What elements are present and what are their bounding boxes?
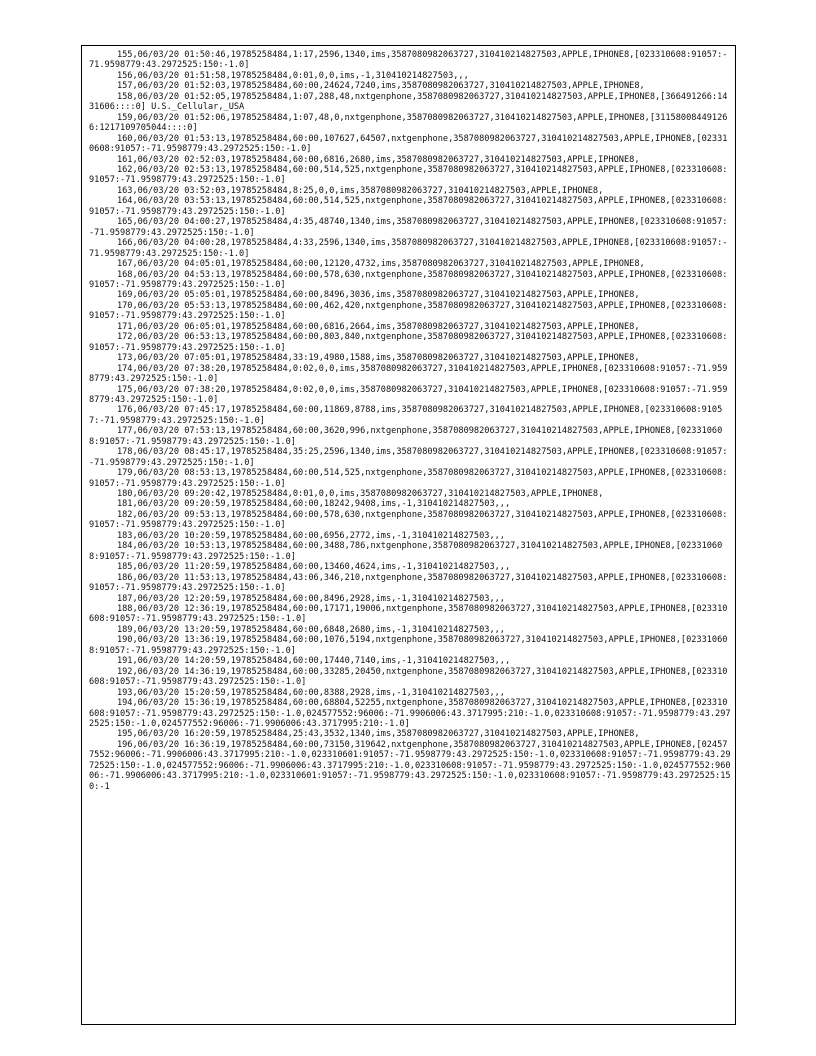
record-line: 156,06/03/20 01:51:58,19785258484,0:01,0,0,ims,-1,310410214827503,,, — [116, 70, 469, 81]
record-line: 166,06/03/20 04:00:28,19785258484,4:33,2596,1340,ims,3587080982063727,310410214827503,APPLE,IPHONE8,[023310608:91057:-71.9598779:43.2972525:150:-1.0] — [89, 238, 728, 259]
record-line: 185,06/03/20 11:20:59,19785258484,60:00,13460,4624,ims,-1,310410214827503,,, — [116, 562, 511, 573]
record-line: 189,06/03/20 13:20:59,19785258484,60:00,6848,2680,ims,-1,310410214827503,,, — [116, 624, 505, 635]
record-line: 191,06/03/20 14:20:59,19785258484,60:00,17440,7140,ims,-1,310410214827503,,, — [116, 656, 511, 667]
record-line: 180,06/03/20 09:20:42,19785258484,0:01,0,0,ims,3587080982063727,310410214827503,APPLE,IPHONE8, — [116, 489, 604, 500]
record-line: 169,06/03/20 05:05:01,19785258484,60:00,8496,3036,ims,3587080982063727,310410214827503,APPLE,IPHONE8, — [116, 290, 640, 301]
record-line: 181,06/03/20 09:20:59,19785258484,60:00,18242,9408,ims,-1,310410214827503,,, — [116, 499, 511, 510]
record-line: 170,06/03/20 05:53:13,19785258484,60:00,462,420,nxtgenphone,3587080982063727,310410214827503,APPLE,IPHONE8,[023310608:91057:-71.9598779:43.2972525:150:-1.0] — [89, 300, 728, 322]
record-line: 159,06/03/20 01:52:06,19785258484,1:07,48,0,nxtgenphone,3587080982063727,310410214827503,APPLE,IPHONE8,[311580084491266:1217109705044::::0] — [89, 112, 728, 134]
record-line: 172,06/03/20 06:53:13,19785258484,60:00,803,840,nxtgenphone,3587080982063727,310410214827503,APPLE,IPHONE8,[023310608:91057:-71.9598779:43.2972525:150:-1.0] — [89, 332, 728, 353]
record-line: 178,06/03/20 08:45:17,19785258484,35:25,2596,1340,ims,3587080982063727,310410214827503,APPLE,IPHONE8,[023310608:91057:-71.9598779:43.2972525:150:-1.0] — [89, 447, 728, 468]
record-line: 177,06/03/20 07:53:13,19785258484,60:00,3620,996,nxtgenphone,3587080982063727,310410214827503,APPLE,IPHONE8,[023310608:91057:-71.9598779:43.2972525:150:-1.0] — [89, 426, 723, 447]
record-line: 164,06/03/20 03:53:13,19785258484,60:00,514,525,nxtgenphone,3587080982063727,310410214827503,APPLE,IPHONE8,[023310608:91057:-71.9598779:43.2972525:150:-1.0] — [89, 196, 728, 217]
record-line: 157,06/03/20 01:52:03,19785258484,60:00,24624,7240,ims,3587080982063727,310410214827503,APPLE,IPHONE8, — [116, 81, 645, 92]
record-line: 163,06/03/20 03:52:03,19785258484,8:25,0,0,ims,3587080982063727,310410214827503,APPLE,IPHONE8, — [116, 185, 604, 196]
record-line: 176,06/03/20 07:45:17,19785258484,60:00,11869,8788,ims,3587080982063727,310410214827503,APPLE,IPHONE8,[023310608:91057:-71.9598779:43.2972525:150:-1.0] — [89, 405, 723, 426]
record-line: 196,06/03/20 16:36:19,19785258484,60:00,73150,319642,nxtgenphone,3587080982063727,310410214827503,APPLE,IPHONE8,[024577552:96006:-71.9906006:43.3717995:210:-1.0,023310601:91057:-71.9598779:43.2972525:150:-1.0,023310608:91057:-71.9598779:43.2972525:150:-1.0,024577552:96006:-71.9906006:43.3717995:210:-1.0,023310608:91057:-71.9598779:43.2972525:150:-1.0,024577552:96006:-71.9906006:43.3717995:210:-1.0,023310601:91057:-71.9598779:43.2972525:150:-1.0,023310608:91057:-71.9598779:43.2972525:150:-1 — [89, 739, 731, 792]
record-line: 186,06/03/20 11:53:13,19785258484,43:06,346,210,nxtgenphone,3587080982063727,310410214827503,APPLE,IPHONE8,[023310608:91057:-71.9598779:43.2972525:150:-1.0] — [89, 572, 728, 594]
record-line: 158,06/03/20 01:52:05,19785258484,1:07,288,48,nxtgenphone,3587080982063727,310410214827503,APPLE,IPHONE8,[366491266:1431606::::0] U.S._Cellular,_USA — [89, 91, 728, 113]
record-line: 175,06/03/20 07:38:20,19785258484,0:02,0,0,ims,3587080982063727,310410214827503,APPLE,IPHONE8,[023310608:91057:-71.9598779:43.2972525:150:-1.0] — [89, 384, 728, 405]
record-line: 190,06/03/20 13:36:19,19785258484,60:00,1076,5194,nxtgenphone,3587080982063727,310410214827503,APPLE,IPHONE8,[023310608:91057:-71.9598779:43.2972525:150:-1.0] — [89, 635, 728, 656]
record-line: 193,06/03/20 15:20:59,19785258484,60:00,8388,2928,ims,-1,310410214827503,,, — [116, 687, 505, 698]
record-line: 192,06/03/20 14:36:19,19785258484,60:00,33285,20450,nxtgenphone,3587080982063727,310410214827503,APPLE,IPHONE8,[023310608:91057:-71.9598779:43.2972525:150:-1.0] — [89, 666, 728, 688]
record-line: 195,06/03/20 16:20:59,19785258484,25:43,3532,1340,ims,3587080982063727,310410214827503,APPLE,IPHONE8, — [116, 729, 640, 740]
record-line: 188,06/03/20 12:36:19,19785258484,60:00,17171,19006,nxtgenphone,3587080982063727,310410214827503,APPLE,IPHONE8,[023310608:91057:-71.9598779:43.2972525:150:-1.0] — [89, 604, 728, 625]
record-line: 179,06/03/20 08:53:13,19785258484,60:00,514,525,nxtgenphone,3587080982063727,310410214827503,APPLE,IPHONE8,[023310608:91057:-71.9598779:43.2972525:150:-1.0] — [89, 468, 728, 489]
record-log-frame — [81, 45, 736, 1025]
record-line: 168,06/03/20 04:53:13,19785258484,60:00,578,630,nxtgenphone,3587080982063727,310410214827503,APPLE,IPHONE8,[023310608:91057:-71.9598779:43.2972525:150:-1.0] — [89, 269, 728, 290]
record-line: 167,06/03/20 04:05:01,19785258484,60:00,12120,4732,ims,3587080982063727,310410214827503,APPLE,IPHONE8, — [116, 259, 645, 270]
record-line: 184,06/03/20 10:53:13,19785258484,60:00,3488,786,nxtgenphone,3587080982063727,310410214827503,APPLE,IPHONE8,[023310608:91057:-71.9598779:43.2972525:150:-1.0] — [89, 541, 723, 562]
record-line: 165,06/03/20 04:00:27,19785258484,4:35,48740,1340,ims,3587080982063727,310410214827503,APPLE,IPHONE8,[023310608:91057:-71.9598779:43.2972525:150:-1.0] — [89, 217, 728, 238]
record-line: 194,06/03/20 15:36:19,19785258484,60:00,68804,52255,nxtgenphone,3587080982063727,310410214827503,APPLE,IPHONE8,[023310608:91057:-71.9598779:43.2972525:150:-1.0,024577552:96006:-71.9906006:43.3717995:210:-1.0,023310608:91057:-71.9598779:43.2972525:150:-1.0,024577552:96006:-71.9906006:43.3717995:210:-1.0] — [89, 698, 731, 729]
record-line: 187,06/03/20 12:20:59,19785258484,60:00,8496,2928,ims,-1,310410214827503,,, — [116, 593, 505, 604]
record-line: 161,06/03/20 02:52:03,19785258484,60:00,6816,2680,ims,3587080982063727,310410214827503,APPLE,IPHONE8, — [116, 154, 640, 165]
record-line: 171,06/03/20 06:05:01,19785258484,60:00,6816,2664,ims,3587080982063727,310410214827503,APPLE,IPHONE8, — [116, 321, 640, 332]
record-line: 173,06/03/20 07:05:01,19785258484,33:19,4980,1588,ims,3587080982063727,310410214827503,APPLE,IPHONE8, — [116, 353, 640, 364]
record-line: 183,06/03/20 10:20:59,19785258484,60:00,6956,2772,ims,-1,310410214827503,,, — [116, 530, 505, 541]
record-line: 174,06/03/20 07:38:20,19785258484,0:02,0,0,ims,3587080982063727,310410214827503,APPLE,IPHONE8,[023310608:91057:-71.9598779:43.2972525:150:-1.0] — [89, 363, 728, 385]
record-line: 182,06/03/20 09:53:13,19785258484,60:00,578,630,nxtgenphone,3587080982063727,310410214827503,APPLE,IPHONE8,[023310608:91057:-71.9598779:43.2972525:150:-1.0] — [89, 509, 728, 531]
record-line: 162,06/03/20 02:53:13,19785258484,60:00,514,525,nxtgenphone,3587080982063727,310410214827503,APPLE,IPHONE8,[023310608:91057:-71.9598779:43.2972525:150:-1.0] — [89, 164, 728, 186]
record-line: 155,06/03/20 01:50:46,19785258484,1:17,2596,1340,ims,3587080982063727,310410214827503,APPLE,IPHONE8,[023310608:91057:-71.9598779:43.2972525:150:-1.0] — [89, 50, 728, 71]
record-line: 160,06/03/20 01:53:13,19785258484,60:00,107627,64507,nxtgenphone,3587080982063727,310410214827503,APPLE,IPHONE8,[023310608:91057:-71.9598779:43.2972525:150:-1.0] — [89, 133, 728, 155]
